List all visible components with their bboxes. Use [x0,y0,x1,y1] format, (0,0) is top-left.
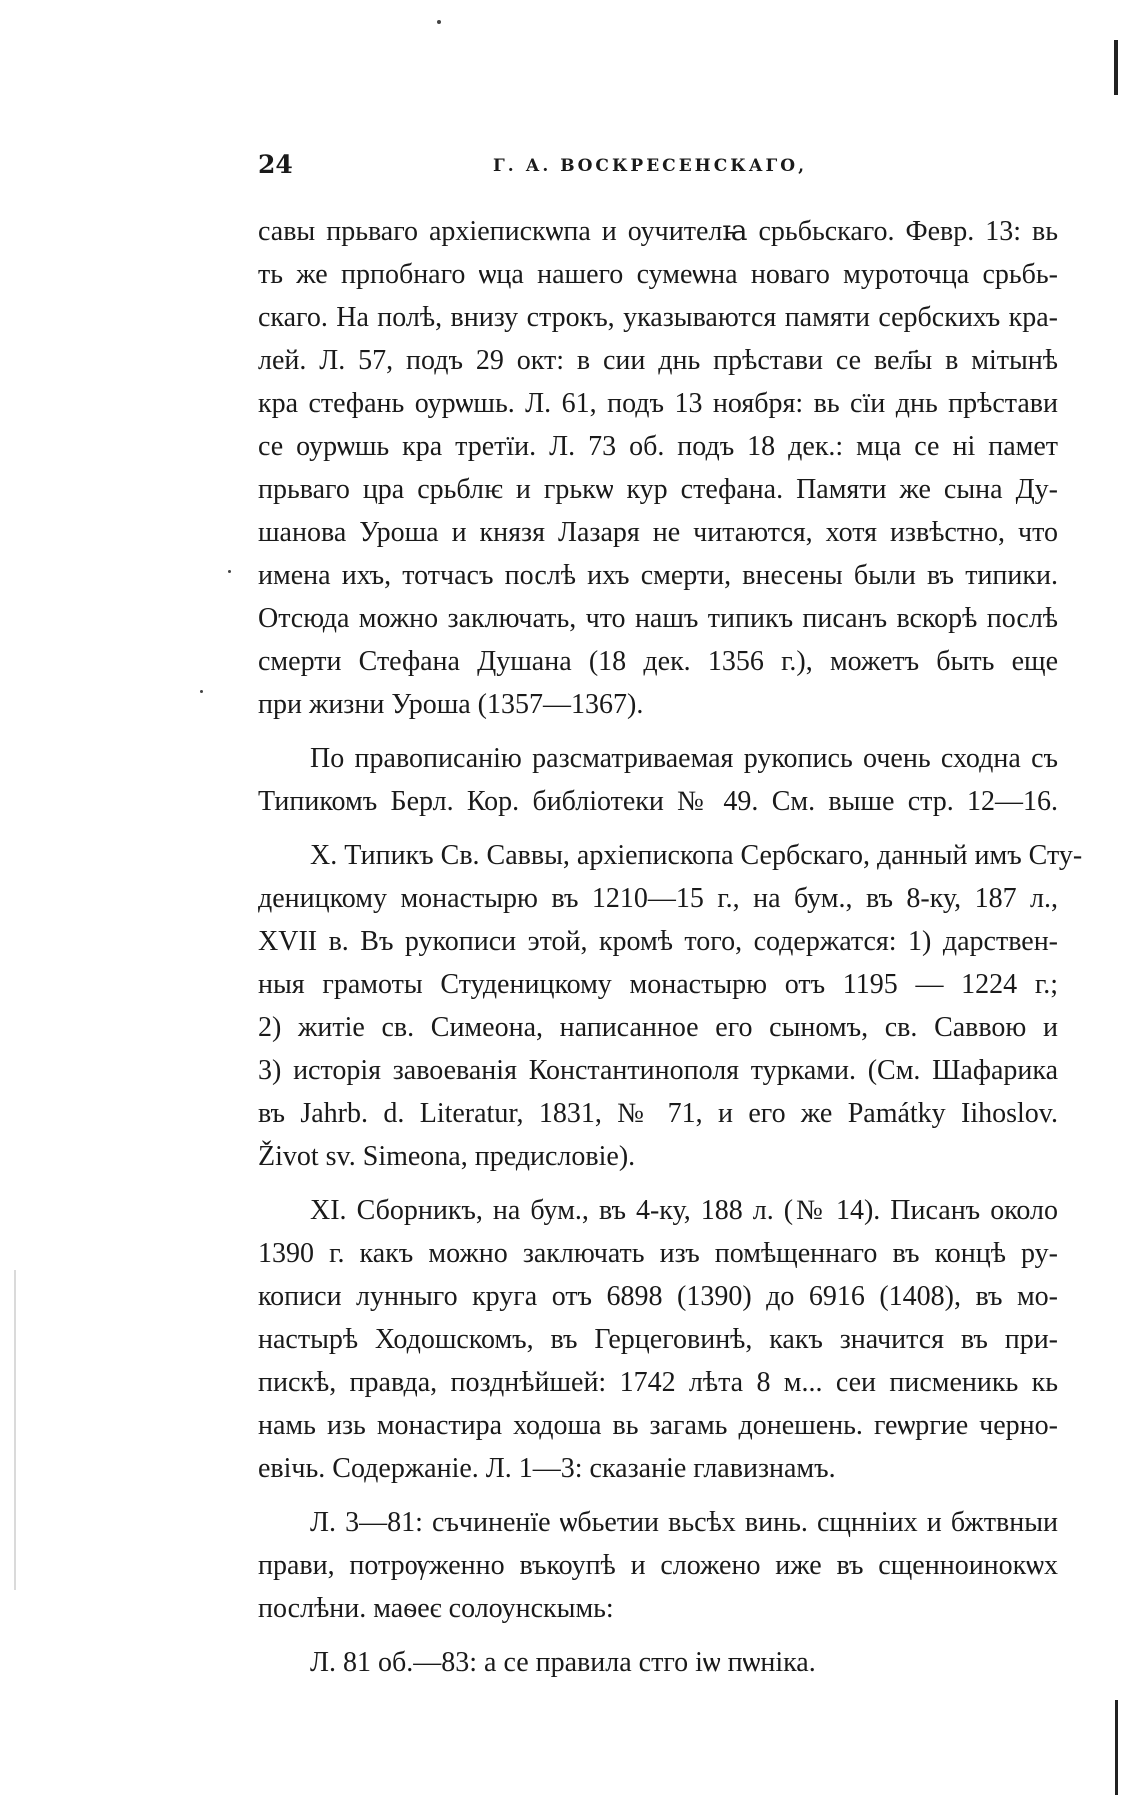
running-head: Г. А. ВОСКРЕСЕНСКАГО, [493,156,808,176]
text-line: лей. Л. 57, подъ 29 окт: в сии днь прѣстави се вел҃ы в мітынѣ [258,345,1058,376]
paragraph-1 [258,210,1058,726]
text-line: при жизни Уроша (1357—1367). [258,689,644,720]
text-line: Л. 3—81: съчиненїе ѡбьетии вьсѣх винь. сщнніих и бжтвныи [310,1507,1058,1538]
text-line: скаго. На полѣ, внизу строкъ, указываются памяти сербскихъ кра- [258,302,1058,333]
text-line: шанова Уроша и князя Лазаря не читаются, хотя извѣстно, что [258,517,1058,548]
text-line: настырѣ Ходошскомъ, въ Герцеговинѣ, какъ значится въ при- [258,1324,1058,1355]
text-line: намь изь монастира ходоша вь загамь донешень. геѡргие черно- [258,1410,1058,1441]
text-line: XVII в. Въ рукописи этой, кромѣ того, содержатся: 1) дарствен- [258,926,1058,957]
page-header [258,150,808,190]
text-line: пискѣ, правда, позднѣйшей: 1742 лѣта 8 м... сеи писменикь кь [258,1367,1058,1398]
text-line: ныя грамоты Студеницкому монастырю отъ 1195 — 1224 г.; [258,969,1058,1000]
text-line: смерти Стефана Душана (18 дек. 1356 г.), можетъ быть еще [258,646,1058,677]
scan-speck [200,690,203,693]
text-line: кописи лунныго круга отъ 6898 (1390) до 6916 (1408), въ мо- [258,1281,1058,1312]
paragraph-4-section-xi [258,1189,1058,1490]
text-line: имена ихъ, тотчасъ послѣ ихъ смерти, внесены были въ типики. [258,560,1058,591]
paragraph-6 [258,1641,1058,1684]
scan-edge-mark [1114,40,1118,95]
text-line: Типикомъ Берл. Кор. библіотеки № 49. См. выше стр. 12—16. [258,786,1058,817]
paragraph-5 [258,1501,1058,1630]
scan-speck [228,570,231,573]
text-line: Отсюда можно заключать, что нашъ типикъ писанъ вскорѣ послѣ [258,603,1058,634]
body-text [258,210,1083,1695]
text-line: Л. 81 об.—83: а се правила стго іѡ пѡніка. [310,1647,816,1678]
text-line: кра стефань оурѡшь. Л. 61, подъ 13 ноября: вь сїи днь прѣстави [258,388,1058,419]
text-line: въ Jahrb. d. Literatur, 1831, № 71, и его же Památky Iihoslov. [258,1098,1058,1129]
text-line: се оурѡшь кра третїи. Л. 73 об. подъ 18 дек.: мца се ні памет [258,431,1058,462]
scan-speck [437,20,441,24]
text-line: X. Типикъ Св. Саввы, архіепископа Сербскаго, данный имъ Сту- [310,840,1083,871]
paragraph-3-section-x [258,834,1083,1178]
text-line: послѣни. маѳеє солоунскымь: [258,1593,614,1624]
page-number: 24 [258,150,293,179]
paragraph-2 [258,737,1058,823]
text-line: 2) житіе св. Симеона, написанное его сыномъ, св. Саввою и [258,1012,1058,1043]
scan-shadow [14,1270,66,1590]
text-line: 1390 г. какъ можно заключать изъ помѣщеннаго въ концѣ ру- [258,1238,1058,1269]
text-line: савы прьваго архіепискѡпа и оучителꙗ срьбьскаго. Февр. 13: вь [258,216,1058,247]
text-line: Život sv. Simeona, предисловіе). [258,1141,636,1172]
text-line: прави, потрѹженно въкоупѣ и сложено иже въ сщенноинокѡх [258,1550,1058,1581]
text-line: ть же прпобнаго ѡца нашего сумеѡна новаго муроточца срьбь- [258,259,1058,290]
text-line: евічь. Содержаніе. Л. 1—3: сказаніе главизнамъ. [258,1453,836,1484]
scan-edge-mark [1115,1700,1118,1795]
text-line: По правописанію разсматриваемая рукопись очень сходна съ [310,743,1058,774]
text-line: прьваго цра срьблѥ и грькѡ кур стефана. Памяти же сына Ду- [258,474,1058,505]
text-line: 3) исторія завоеванія Константинополя турками. (См. Шафарика [258,1055,1058,1086]
text-line: деницкому монастырю въ 1210—15 г., на бум., въ 8-ку, 187 л., [258,883,1058,914]
text-line: XI. Сборникъ, на бум., въ 4-ку, 188 л. (№ 14). Писанъ около [310,1195,1058,1226]
